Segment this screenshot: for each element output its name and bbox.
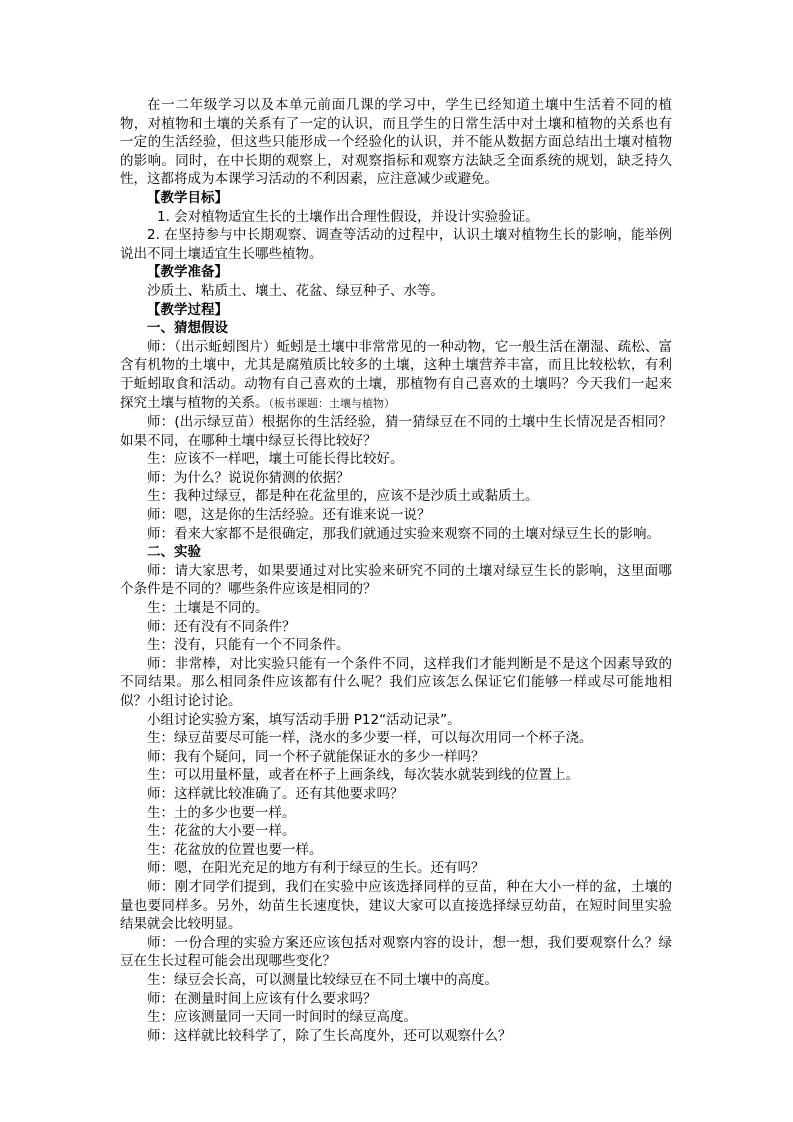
dialogue-line: 生：没有，只能有一个不同条件。 xyxy=(147,637,350,654)
dialogue-line: 生：可以用量杯量，或者在杯子上画条线，每次装水就装到线的位置上。 xyxy=(147,767,579,784)
prep-heading: 【教学准备】 xyxy=(147,264,228,281)
prep-materials: 沙质土、粘质土、壤土、花盆、绿豆种子、水等。 xyxy=(147,282,444,299)
dialogue-line: 师：我有个疑问，同一个杯子就能保证水的多少一样吗？ xyxy=(147,748,485,765)
goal-item: 1. 会对植物适宜生长的土壤作出合理性假设，并设计实验验证。 xyxy=(157,208,539,225)
dialogue-line: 师：嗯，这是你的生活经验。还有谁来说一说？ xyxy=(147,507,431,524)
dialogue-line: 师：(出示绿豆苗）根据你的生活经验，猜一猜绿豆在不同的土壤中生长情况是否相同？如果不同，在哪种土壤中绿豆长得比较好？ xyxy=(120,414,672,449)
dialogue-line: 生：土的多少也要一样。 xyxy=(147,804,296,821)
dialogue-line: 生：花盆放的位置也要一样。 xyxy=(147,841,323,858)
dialogue-line: 生：花盆的大小要一样。 xyxy=(147,823,296,840)
dialogue-line: 生：土壤是不同的。 xyxy=(147,600,269,617)
dialogue-line: 生：绿豆会长高，可以测量比较绿豆在不同土壤中的高度。 xyxy=(147,971,498,988)
dialogue-line: 师：为什么？说说你猜测的依据？ xyxy=(147,469,350,486)
section-heading-experiment: 二、实验 xyxy=(147,544,201,561)
dialogue-line: 师：嗯，在阳光充足的地方有利于绿豆的生长。还有吗？ xyxy=(147,860,485,877)
dialogue-line: 师：看来大家都不是很确定，那我们就通过实验来观察不同的土壤对绿豆生长的影响。 xyxy=(147,525,660,542)
dialogue-line: 师：一份合理的实验方案还应该包括对观察内容的设计，想一想，我们要观察什么？绿豆在生长过程可能会出现哪些变化？ xyxy=(120,934,672,970)
dialogue-line: 师：刚才同学们提到，我们在实验中应该选择同样的豆苗，种在大小一样的盆，土壤的量也要同样多。另外，幼苗生长速度快，建议大家可以直接选择绿豆幼苗，在短时间里实验结果就会比较明显。 xyxy=(120,878,672,933)
dialogue-line: 师：请大家思考，如果要通过对比实验来研究不同的土壤对绿豆生长的影响，这里面哪个条件是不同的？哪些条件应该是相同的？ xyxy=(120,562,672,598)
dialogue-line: 生：应该不一样吧，壤土可能长得比较好。 xyxy=(147,451,404,468)
dialogue-line: 师：还有没有不同条件？ xyxy=(147,618,296,635)
dialogue-line: 生：应该测量同一天同一时间时的绿豆高度。 xyxy=(147,1009,417,1026)
section-heading-guess: 一、猜想假设 xyxy=(147,320,228,337)
dialogue-line: 师：这样就比较准确了。还有其他要求吗？ xyxy=(147,785,404,802)
dialogue-line: 生：我种过绿豆，都是种在花盆里的，应该不是沙质土或黏质土。 xyxy=(147,488,539,505)
dialogue-line: 师：在测量时间上应该有什么要求吗？ xyxy=(147,990,377,1007)
intro-paragraph: 在一二年级学习以及本单元前面几课的学习中，学生已经知道土壤中生活着不同的植物，对植物和土壤的关系有了一定的认识，而且学生的日常生活中对土壤和植物的关系也有一定的生活经验，但这些只能形成一个经验化的认识，并不能从数据方面总结出土壤对植物的影响。同时，在中长期的观察上，对观察指标和观察方法缺乏全面系统的规划，缺乏持久性，这都将成为本课学习活动的不利因素，应注意减少或避免。 xyxy=(120,97,672,188)
goals-heading: 【教学目标】 xyxy=(147,189,228,206)
process-heading: 【教学过程】 xyxy=(147,301,228,318)
goal-item: 2. 在坚持参与中长期观察、调查等活动的过程中，认识土壤对植物生长的影响，能举例说出不同土壤适宜生长哪些植物。 xyxy=(120,227,672,262)
dialogue-line: 生：绿豆苗要尽可能一样，浇水的多少要一样，可以每次用同一个杯子浇。 xyxy=(147,730,593,747)
dialogue-line: 小组讨论实验方案，填写活动手册 P12“活动记录”。 xyxy=(147,711,461,728)
lesson-plan-body xyxy=(120,96,672,1045)
board-note: （板书课题：土壤与植物） xyxy=(268,396,395,410)
dialogue-line: 师：这样就比较科学了，除了生长高度外，还可以观察什么？ xyxy=(147,1027,512,1044)
dialogue-line xyxy=(120,338,672,413)
dialogue-text: 师：（出示蚯蚓图片）蚯蚓是土壤中非常常见的一种动物，它一般生活在潮湿、疏松、富含有机物的土壤中，尤其是腐殖质比较多的土壤，这种土壤营养丰富，而且比较松软，有利于蚯蚓取食和活动。动物有自己喜欢的土壤，那植物有自己喜欢的土壤吗？今天我们一起来探究土壤与植物的关系。 xyxy=(120,338,672,411)
dialogue-line: 师：非常棒，对比实验只能有一个条件不同，这样我们才能判断是不是这个因素导致的不同结果。那么相同条件应该都有什么呢？我们应该怎么保证它们能够一样或尽可能地相似？小组讨论讨论。 xyxy=(120,655,672,709)
